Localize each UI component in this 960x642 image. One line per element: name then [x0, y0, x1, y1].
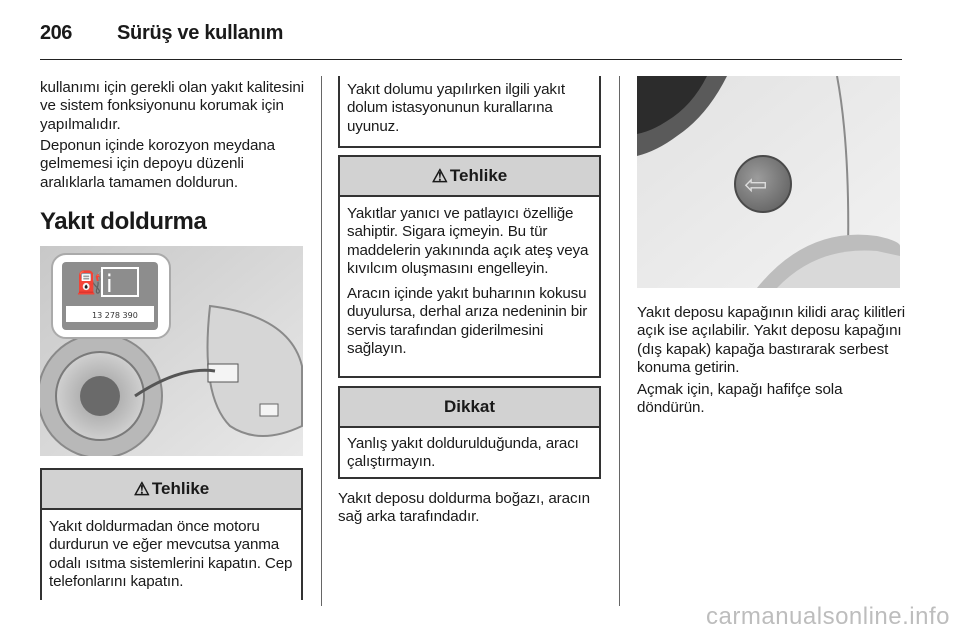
caution-box	[338, 386, 601, 479]
danger-box-1-header	[42, 470, 301, 510]
danger-box-2-title: Tehlike	[449, 166, 508, 185]
page-number: 206	[40, 22, 72, 44]
danger-box-2-para-1: Yakıtlar yanıcı ve patlayıcı özelliğe sahiptir. Sigara içmeyin. Bu tür maddelerin yakınında açık ateş veya kıvılcım oluşmasını engelleyin.	[347, 205, 589, 277]
fuel-filler-photo	[40, 246, 303, 456]
chapter-title: Sürüş ve kullanım	[117, 22, 284, 44]
danger-box-2	[338, 155, 601, 378]
col3-paragraph-2: Açmak için, kapağı hafifçe sola döndürün.	[637, 381, 843, 417]
column-divider-1	[321, 76, 322, 606]
col2-paragraph: Yakıt deposu doldurma boğazı, aracın sağ arka tarafındadır.	[338, 490, 590, 526]
col3-paragraph-1: Yakıt deposu kapağının kilidi araç kilitleri açık ise açılabilir. Yakıt deposu kapağını (dış kapak) kapağa bastırarak serbest konuma getirin.	[637, 304, 905, 376]
svg-text:⛽: ⛽	[76, 271, 104, 296]
section-title: Yakıt doldurma	[40, 208, 207, 235]
danger-box-1-text: Yakıt doldurmadan önce motoru durdurun ve eğer mevcutsa yanma odalı ısıtma sistemlerini kapatın. Cep telefonlarını kapatın.	[49, 518, 293, 590]
info-box	[338, 76, 601, 148]
info-box-text: Yakıt dolumu yapılırken ilgili yakıt dolum istasyonunun kurallarına uyunuz.	[347, 81, 566, 135]
danger-box-1-title: Tehlike	[151, 479, 210, 498]
label-code: 13 278 390	[92, 311, 138, 320]
danger-box-2-header	[340, 157, 599, 197]
fuel-door-illustration	[637, 76, 900, 288]
col1-paragraph-1: kullanımı için gerekli olan yakıt kalitesini ve sistem fonksiyonunu korumak için yapılmalıdır.	[40, 79, 305, 133]
arrow-left-icon: ⇦	[744, 168, 768, 201]
watermark: carmanualsonline.info	[706, 603, 950, 630]
col1-paragraph-2: Deponun içinde korozyon meydana gelmemesi için depoyu düzenli aralıklarla tamamen doldurun.	[40, 137, 275, 191]
header-rule	[40, 59, 902, 60]
fuel-filler-illustration	[40, 246, 303, 456]
caution-box-header	[340, 388, 599, 428]
warning-triangle-icon: ⚠	[133, 478, 150, 499]
danger-box-1	[40, 468, 303, 600]
column-divider-2	[619, 76, 620, 606]
svg-text:i: i	[106, 270, 113, 298]
page-header	[40, 22, 920, 52]
caution-box-text: Yanlış yakıt doldurulduğunda, aracı çalıştırmayın.	[347, 435, 579, 471]
caution-box-title: Dikkat	[443, 397, 496, 416]
warning-triangle-icon: ⚠	[431, 165, 448, 186]
danger-box-2-para-2: Aracın içinde yakıt buharının kokusu duyulursa, derhal arıza nedeninin bir servis tarafından giderilmesini sağlayın.	[347, 285, 588, 358]
fuel-door-photo	[637, 76, 900, 288]
danger-box-2-body	[347, 205, 593, 358]
